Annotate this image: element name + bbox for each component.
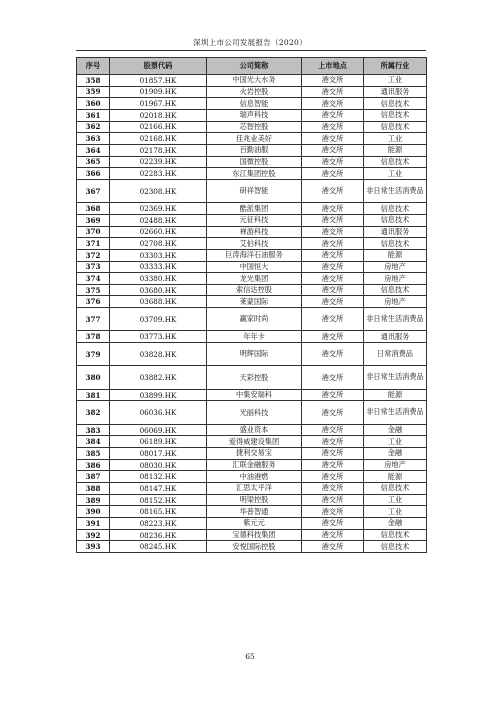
row-company-name: 汇联金融服务 (207, 459, 302, 471)
table-row (77, 541, 427, 553)
table-row (77, 494, 427, 506)
table-row (77, 459, 427, 471)
row-stock-code: 03882.HK (110, 366, 207, 389)
row-industry: 信息技术 (364, 529, 427, 541)
row-listing-venue: 港交所 (302, 343, 364, 366)
row-company-name: 芯智控股 (207, 121, 302, 133)
row-company-name: 元征科技 (207, 214, 302, 226)
row-listing-venue: 港交所 (302, 401, 364, 424)
row-listing-venue: 港交所 (302, 518, 364, 530)
row-listing-venue: 港交所 (302, 436, 364, 448)
table-row (77, 168, 427, 180)
table-row (77, 249, 427, 261)
row-company-name: 禅游科技 (207, 226, 302, 238)
row-listing-venue: 港交所 (302, 296, 364, 308)
table-row (77, 471, 427, 483)
row-listing-venue: 港交所 (302, 238, 364, 250)
row-industry: 信息技术 (364, 109, 427, 121)
table-row (77, 156, 427, 168)
table-row (77, 179, 427, 202)
row-industry: 通讯服务 (364, 331, 427, 343)
row-seq: 375 (77, 284, 110, 296)
row-seq: 390 (77, 506, 110, 518)
row-listing-venue: 港交所 (302, 424, 364, 436)
row-company-name: 瑞声科技 (207, 109, 302, 121)
row-seq: 385 (77, 448, 110, 460)
header-divider (76, 50, 426, 51)
row-industry: 工业 (364, 133, 427, 145)
row-stock-code: 08223.HK (110, 518, 207, 530)
table-row (77, 401, 427, 424)
table-body (77, 75, 427, 553)
row-stock-code: 01857.HK (110, 75, 207, 87)
row-listing-venue: 港交所 (302, 144, 364, 156)
row-company-name: 研祥智能 (207, 179, 302, 202)
row-listing-venue: 港交所 (302, 529, 364, 541)
table-row (77, 226, 427, 238)
row-industry: 非日常生活消费品 (364, 401, 427, 424)
row-stock-code: 02488.HK (110, 214, 207, 226)
table-row (77, 109, 427, 121)
row-seq: 387 (77, 471, 110, 483)
row-seq: 389 (77, 494, 110, 506)
row-company-name: 龙光集团 (207, 273, 302, 285)
row-stock-code: 06069.HK (110, 424, 207, 436)
table-row (77, 98, 427, 110)
row-stock-code: 08236.HK (110, 529, 207, 541)
row-seq: 388 (77, 483, 110, 495)
row-company-name: 捷利交易宝 (207, 448, 302, 460)
row-listing-venue: 港交所 (302, 168, 364, 180)
row-seq: 384 (77, 436, 110, 448)
row-listing-venue: 港交所 (302, 86, 364, 98)
row-industry: 能源 (364, 144, 427, 156)
row-company-name: 年年卡 (207, 331, 302, 343)
row-industry: 房地产 (364, 273, 427, 285)
row-company-name: 明梁控股 (207, 494, 302, 506)
row-industry: 工业 (364, 75, 427, 87)
column-header-stock-code: 股票代码 (110, 58, 207, 75)
row-company-name: 中国恒大 (207, 261, 302, 273)
row-seq: 382 (77, 401, 110, 424)
row-seq: 369 (77, 214, 110, 226)
row-listing-venue: 港交所 (302, 389, 364, 401)
row-listing-venue: 港交所 (302, 156, 364, 168)
row-industry: 金融 (364, 448, 427, 460)
row-stock-code: 08165.HK (110, 506, 207, 518)
row-industry: 信息技术 (364, 541, 427, 553)
row-stock-code: 08132.HK (110, 471, 207, 483)
row-company-name: 中油港燃 (207, 471, 302, 483)
table-row (77, 284, 427, 296)
row-company-name: 紫元元 (207, 518, 302, 530)
row-company-name: 盛业资本 (207, 424, 302, 436)
row-stock-code: 02239.HK (110, 156, 207, 168)
table-row (77, 308, 427, 331)
row-industry: 房地产 (364, 261, 427, 273)
row-industry: 工业 (364, 436, 427, 448)
row-seq: 363 (77, 133, 110, 145)
row-seq: 360 (77, 98, 110, 110)
row-seq: 380 (77, 366, 110, 389)
row-stock-code: 01967.HK (110, 98, 207, 110)
row-industry: 信息技术 (364, 238, 427, 250)
column-header-seq: 序号 (77, 58, 110, 75)
row-seq: 378 (77, 331, 110, 343)
row-industry: 日常消费品 (364, 343, 427, 366)
row-stock-code: 03688.HK (110, 296, 207, 308)
row-stock-code: 06036.HK (110, 401, 207, 424)
row-seq: 379 (77, 343, 110, 366)
table-row (77, 529, 427, 541)
row-listing-venue: 港交所 (302, 179, 364, 202)
row-industry: 非日常生活消费品 (364, 179, 427, 202)
row-industry: 能源 (364, 249, 427, 261)
row-listing-venue: 港交所 (302, 483, 364, 495)
row-company-name: 火岩控股 (207, 86, 302, 98)
row-industry: 能源 (364, 389, 427, 401)
table-row (77, 331, 427, 343)
row-company-name: 汇思太平洋 (207, 483, 302, 495)
table-row (77, 389, 427, 401)
row-stock-code: 03899.HK (110, 389, 207, 401)
row-seq: 381 (77, 389, 110, 401)
row-listing-venue: 港交所 (302, 494, 364, 506)
row-company-name: 安悦国际控股 (207, 541, 302, 553)
row-company-name: 中集安瑞科 (207, 389, 302, 401)
page-header-title: 深圳上市公司发展报告（2020） (193, 38, 307, 47)
table-row (77, 518, 427, 530)
row-company-name: 国微控股 (207, 156, 302, 168)
row-stock-code: 02178.HK (110, 144, 207, 156)
row-industry: 工业 (364, 494, 427, 506)
row-industry: 通讯服务 (364, 226, 427, 238)
row-seq: 383 (77, 424, 110, 436)
table-row (77, 203, 427, 215)
row-seq: 361 (77, 109, 110, 121)
row-industry: 信息技术 (364, 284, 427, 296)
row-company-name: 佳兆业美好 (207, 133, 302, 145)
row-stock-code: 03709.HK (110, 308, 207, 331)
table-row (77, 238, 427, 250)
table-row (77, 424, 427, 436)
row-seq: 367 (77, 179, 110, 202)
table-row (77, 343, 427, 366)
row-listing-venue: 港交所 (302, 448, 364, 460)
row-seq: 365 (77, 156, 110, 168)
row-listing-venue: 港交所 (302, 121, 364, 133)
row-seq: 391 (77, 518, 110, 530)
row-industry: 工业 (364, 506, 427, 518)
row-listing-venue: 港交所 (302, 308, 364, 331)
row-company-name: 光丽科技 (207, 401, 302, 424)
row-listing-venue: 港交所 (302, 109, 364, 121)
row-industry: 信息技术 (364, 156, 427, 168)
row-stock-code: 01909.HK (110, 86, 207, 98)
column-header-listing-venue: 上市地点 (302, 58, 364, 75)
row-seq: 374 (77, 273, 110, 285)
row-company-name: 华普智通 (207, 506, 302, 518)
row-industry: 金融 (364, 424, 427, 436)
row-stock-code: 08030.HK (110, 459, 207, 471)
row-stock-code: 02166.HK (110, 121, 207, 133)
row-industry: 能源 (364, 471, 427, 483)
row-listing-venue: 港交所 (302, 366, 364, 389)
row-company-name: 巨涛海洋石油服务 (207, 249, 302, 261)
row-company-name: 天彩控股 (207, 366, 302, 389)
row-seq: 392 (77, 529, 110, 541)
row-seq: 371 (77, 238, 110, 250)
row-industry: 工业 (364, 168, 427, 180)
row-industry: 非日常生活消费品 (364, 308, 427, 331)
row-industry: 金融 (364, 518, 427, 530)
row-industry: 信息技术 (364, 214, 427, 226)
row-stock-code: 02369.HK (110, 203, 207, 215)
row-stock-code: 02308.HK (110, 179, 207, 202)
page-number: 65 (245, 652, 255, 661)
row-seq: 376 (77, 296, 110, 308)
row-company-name: 中国光大水务 (207, 75, 302, 87)
row-stock-code: 02660.HK (110, 226, 207, 238)
table-row (77, 75, 427, 87)
listed-companies-table (76, 57, 427, 553)
row-stock-code: 02708.HK (110, 238, 207, 250)
row-listing-venue: 港交所 (302, 75, 364, 87)
row-listing-venue: 港交所 (302, 261, 364, 273)
row-company-name: 酷派集团 (207, 203, 302, 215)
row-seq: 359 (77, 86, 110, 98)
row-stock-code: 02168.HK (110, 133, 207, 145)
row-seq: 377 (77, 308, 110, 331)
table-row (77, 86, 427, 98)
row-listing-venue: 港交所 (302, 249, 364, 261)
table-row (77, 121, 427, 133)
row-seq: 364 (77, 144, 110, 156)
row-stock-code: 08152.HK (110, 494, 207, 506)
row-seq: 372 (77, 249, 110, 261)
row-listing-venue: 港交所 (302, 273, 364, 285)
row-company-name: 爱得威建设集团 (207, 436, 302, 448)
row-industry: 房地产 (364, 459, 427, 471)
column-header-industry: 所属行业 (364, 58, 427, 75)
table-row (77, 144, 427, 156)
table-row (77, 261, 427, 273)
table-row (77, 448, 427, 460)
row-stock-code: 08017.HK (110, 448, 207, 460)
row-listing-venue: 港交所 (302, 98, 364, 110)
row-stock-code: 03303.HK (110, 249, 207, 261)
table-row (77, 506, 427, 518)
row-listing-venue: 港交所 (302, 541, 364, 553)
row-stock-code: 02283.HK (110, 168, 207, 180)
row-stock-code: 06189.HK (110, 436, 207, 448)
row-listing-venue: 港交所 (302, 214, 364, 226)
row-stock-code: 03380.HK (110, 273, 207, 285)
row-company-name: 索信达控股 (207, 284, 302, 296)
row-seq: 362 (77, 121, 110, 133)
row-industry: 非日常生活消费品 (364, 366, 427, 389)
row-seq: 386 (77, 459, 110, 471)
row-company-name: 东江集团控股 (207, 168, 302, 180)
row-seq: 393 (77, 541, 110, 553)
row-stock-code: 03773.HK (110, 331, 207, 343)
row-industry: 房地产 (364, 296, 427, 308)
row-industry: 信息技术 (364, 121, 427, 133)
row-industry: 信息技术 (364, 203, 427, 215)
table-row (77, 366, 427, 389)
row-stock-code: 08147.HK (110, 483, 207, 495)
table-row (77, 133, 427, 145)
table-header-row (77, 58, 427, 75)
row-listing-venue: 港交所 (302, 459, 364, 471)
row-listing-venue: 港交所 (302, 226, 364, 238)
row-seq: 368 (77, 203, 110, 215)
row-listing-venue: 港交所 (302, 133, 364, 145)
row-listing-venue: 港交所 (302, 331, 364, 343)
row-seq: 366 (77, 168, 110, 180)
row-stock-code: 03828.HK (110, 343, 207, 366)
row-seq: 373 (77, 261, 110, 273)
row-stock-code: 03680.HK (110, 284, 207, 296)
row-seq: 370 (77, 226, 110, 238)
row-industry: 信息技术 (364, 98, 427, 110)
row-company-name: 明辉国际 (207, 343, 302, 366)
row-listing-venue: 港交所 (302, 471, 364, 483)
row-industry: 通讯服务 (364, 86, 427, 98)
table-row (77, 214, 427, 226)
row-industry: 信息技术 (364, 483, 427, 495)
row-company-name: 百勤油服 (207, 144, 302, 156)
row-company-name: 信息智能 (207, 98, 302, 110)
table-row (77, 436, 427, 448)
row-stock-code: 03333.HK (110, 261, 207, 273)
row-company-name: 艾伯科技 (207, 238, 302, 250)
row-listing-venue: 港交所 (302, 506, 364, 518)
row-company-name: 宝德科技集团 (207, 529, 302, 541)
table-row (77, 296, 427, 308)
row-company-name: 赢家时尚 (207, 308, 302, 331)
row-stock-code: 02018.HK (110, 109, 207, 121)
row-seq: 358 (77, 75, 110, 87)
row-company-name: 莱蒙国际 (207, 296, 302, 308)
table-row (77, 483, 427, 495)
row-listing-venue: 港交所 (302, 203, 364, 215)
table-row (77, 273, 427, 285)
column-header-company: 公司简称 (207, 58, 302, 75)
row-listing-venue: 港交所 (302, 284, 364, 296)
row-stock-code: 08245.HK (110, 541, 207, 553)
